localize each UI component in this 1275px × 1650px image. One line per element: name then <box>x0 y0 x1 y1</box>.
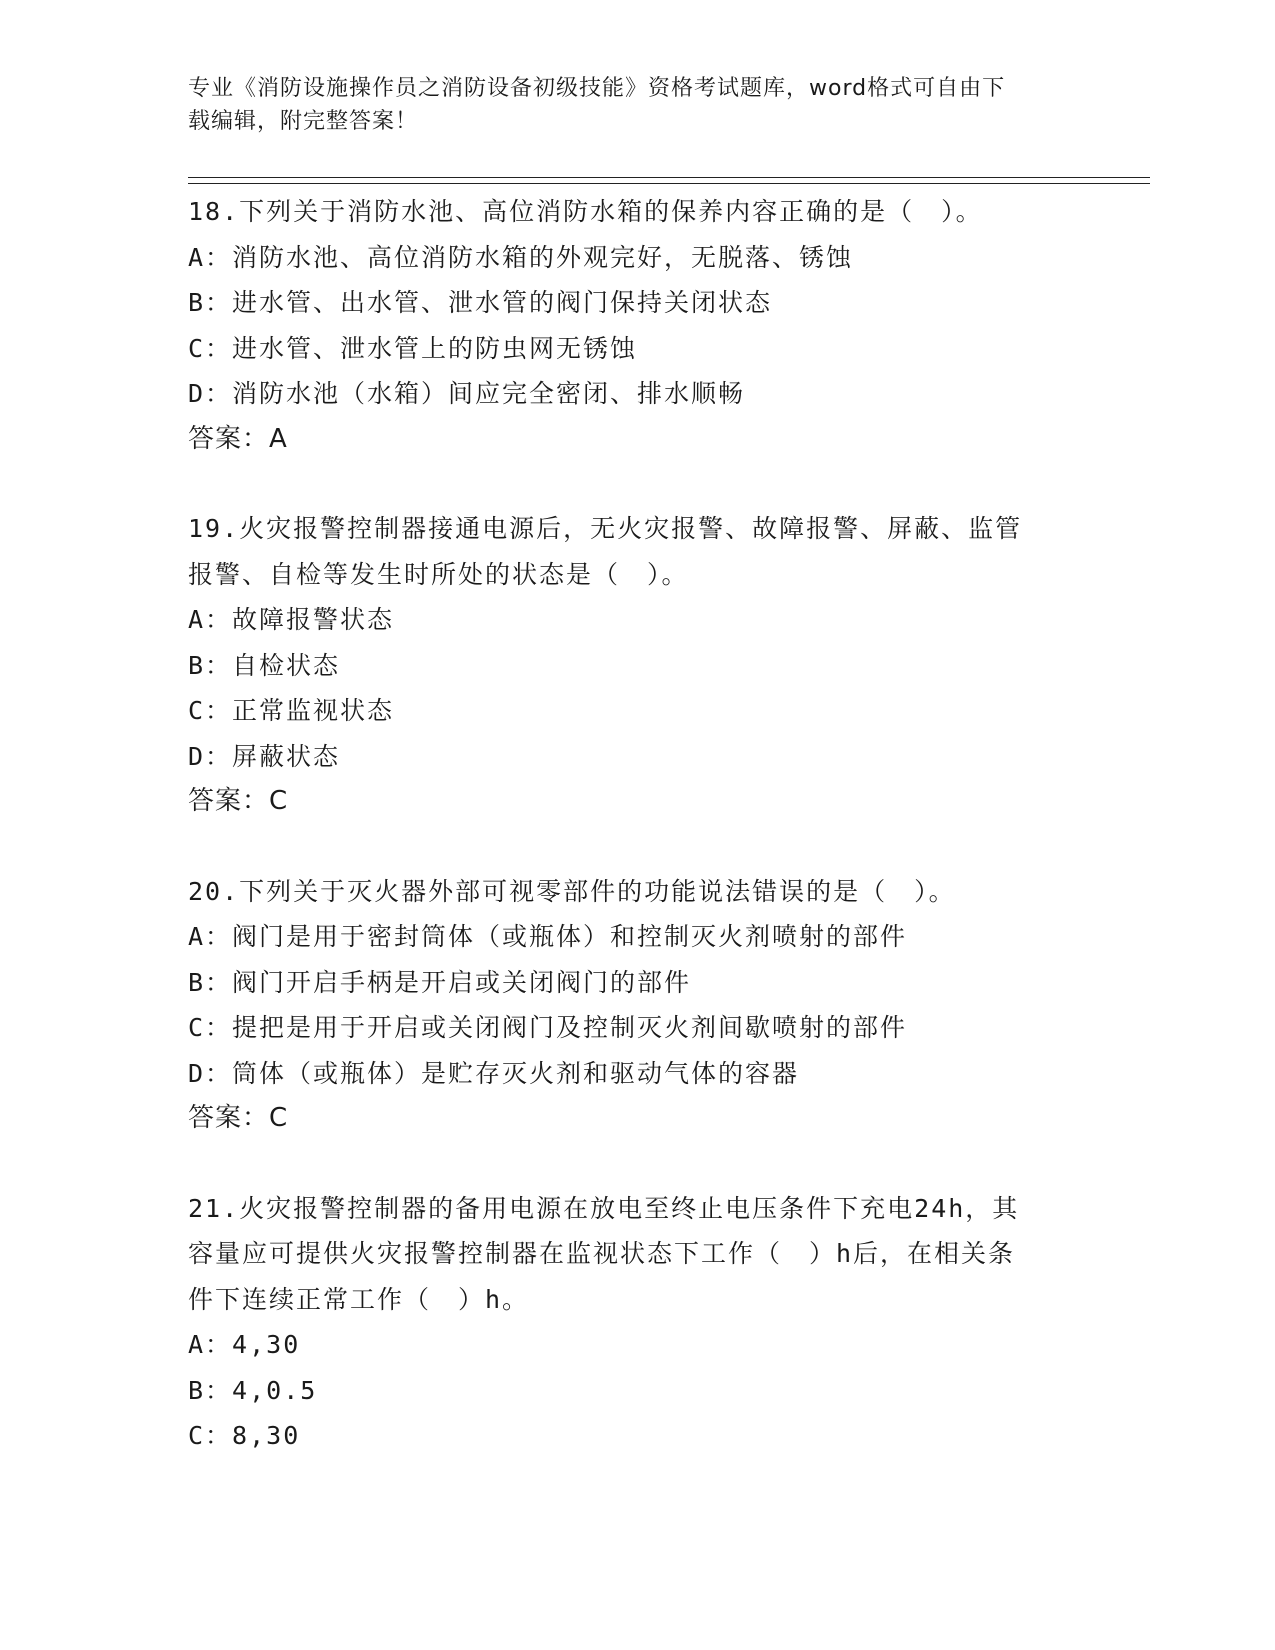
option-a: A：消防水池、高位消防水箱的外观完好，无脱落、锈蚀 <box>188 242 854 272</box>
question-stem: 20.下列关于灭火器外部可视零部件的功能说法错误的是（ ）。 <box>188 876 956 906</box>
option-c: C：正常监视状态 <box>188 696 395 725</box>
answer-label: 答案：C <box>188 786 289 816</box>
header-line-1: 专业《消防设施操作员之消防设备初级技能》资格考试题库，word格式可自由下 <box>188 76 1006 101</box>
question-19 <box>188 506 1088 825</box>
option-a: A：4,30 <box>188 1330 301 1359</box>
question-18 <box>188 189 1088 462</box>
option-c: C：8,30 <box>188 1421 301 1450</box>
option-c: C：提把是用于开启或关闭阀门及控制灭火剂间歇喷射的部件 <box>188 1013 908 1042</box>
question-20 <box>188 869 1088 1142</box>
answer-label: 答案：C <box>188 1103 289 1133</box>
question-stem-continued: 件下连续正常工作（ ）h。 <box>188 1284 530 1314</box>
option-a: A：故障报警状态 <box>188 605 395 634</box>
option-d: D：屏蔽状态 <box>188 741 341 771</box>
question-stem: 21.火灾报警控制器的备用电源在放电至终止电压条件下充电24h，其 <box>188 1193 1020 1223</box>
question-stem: 18.下列关于消防水池、高位消防水箱的保养内容正确的是（ ）。 <box>188 197 983 226</box>
header-divider-top <box>188 177 1150 178</box>
question-stem-continued: 容量应可提供火灾报警控制器在监视状态下工作（ ）h后，在相关条 <box>188 1239 1016 1268</box>
question-list <box>188 189 1088 1503</box>
option-a: A：阀门是用于密封筒体（或瓶体）和控制灭火剂喷射的部件 <box>188 922 908 951</box>
header-line-2: 载编辑，附完整答案！ <box>188 109 419 134</box>
question-stem-continued: 报警、自检等发生时所处的状态是（ ）。 <box>188 559 689 589</box>
option-c: C：进水管、泄水管上的防虫网无锈蚀 <box>188 333 638 363</box>
answer-label: 答案：A <box>188 423 288 454</box>
document-header <box>188 72 1088 138</box>
option-b: B：自检状态 <box>188 650 341 680</box>
option-d: D：消防水池（水箱）间应完全密闭、排水顺畅 <box>188 379 746 408</box>
question-stem: 19.火灾报警控制器接通电源后，无火灾报警、故障报警、屏蔽、监管 <box>188 514 1023 543</box>
option-b: B：进水管、出水管、泄水管的阀门保持关闭状态 <box>188 288 773 317</box>
option-b: B：阀门开启手柄是开启或关闭阀门的部件 <box>188 967 692 997</box>
option-b: B：4,0.5 <box>188 1375 318 1405</box>
question-21 <box>188 1186 1088 1459</box>
header-divider-bottom <box>188 183 1150 184</box>
option-d: D：筒体（或瓶体）是贮存灭火剂和驱动气体的容器 <box>188 1058 800 1088</box>
